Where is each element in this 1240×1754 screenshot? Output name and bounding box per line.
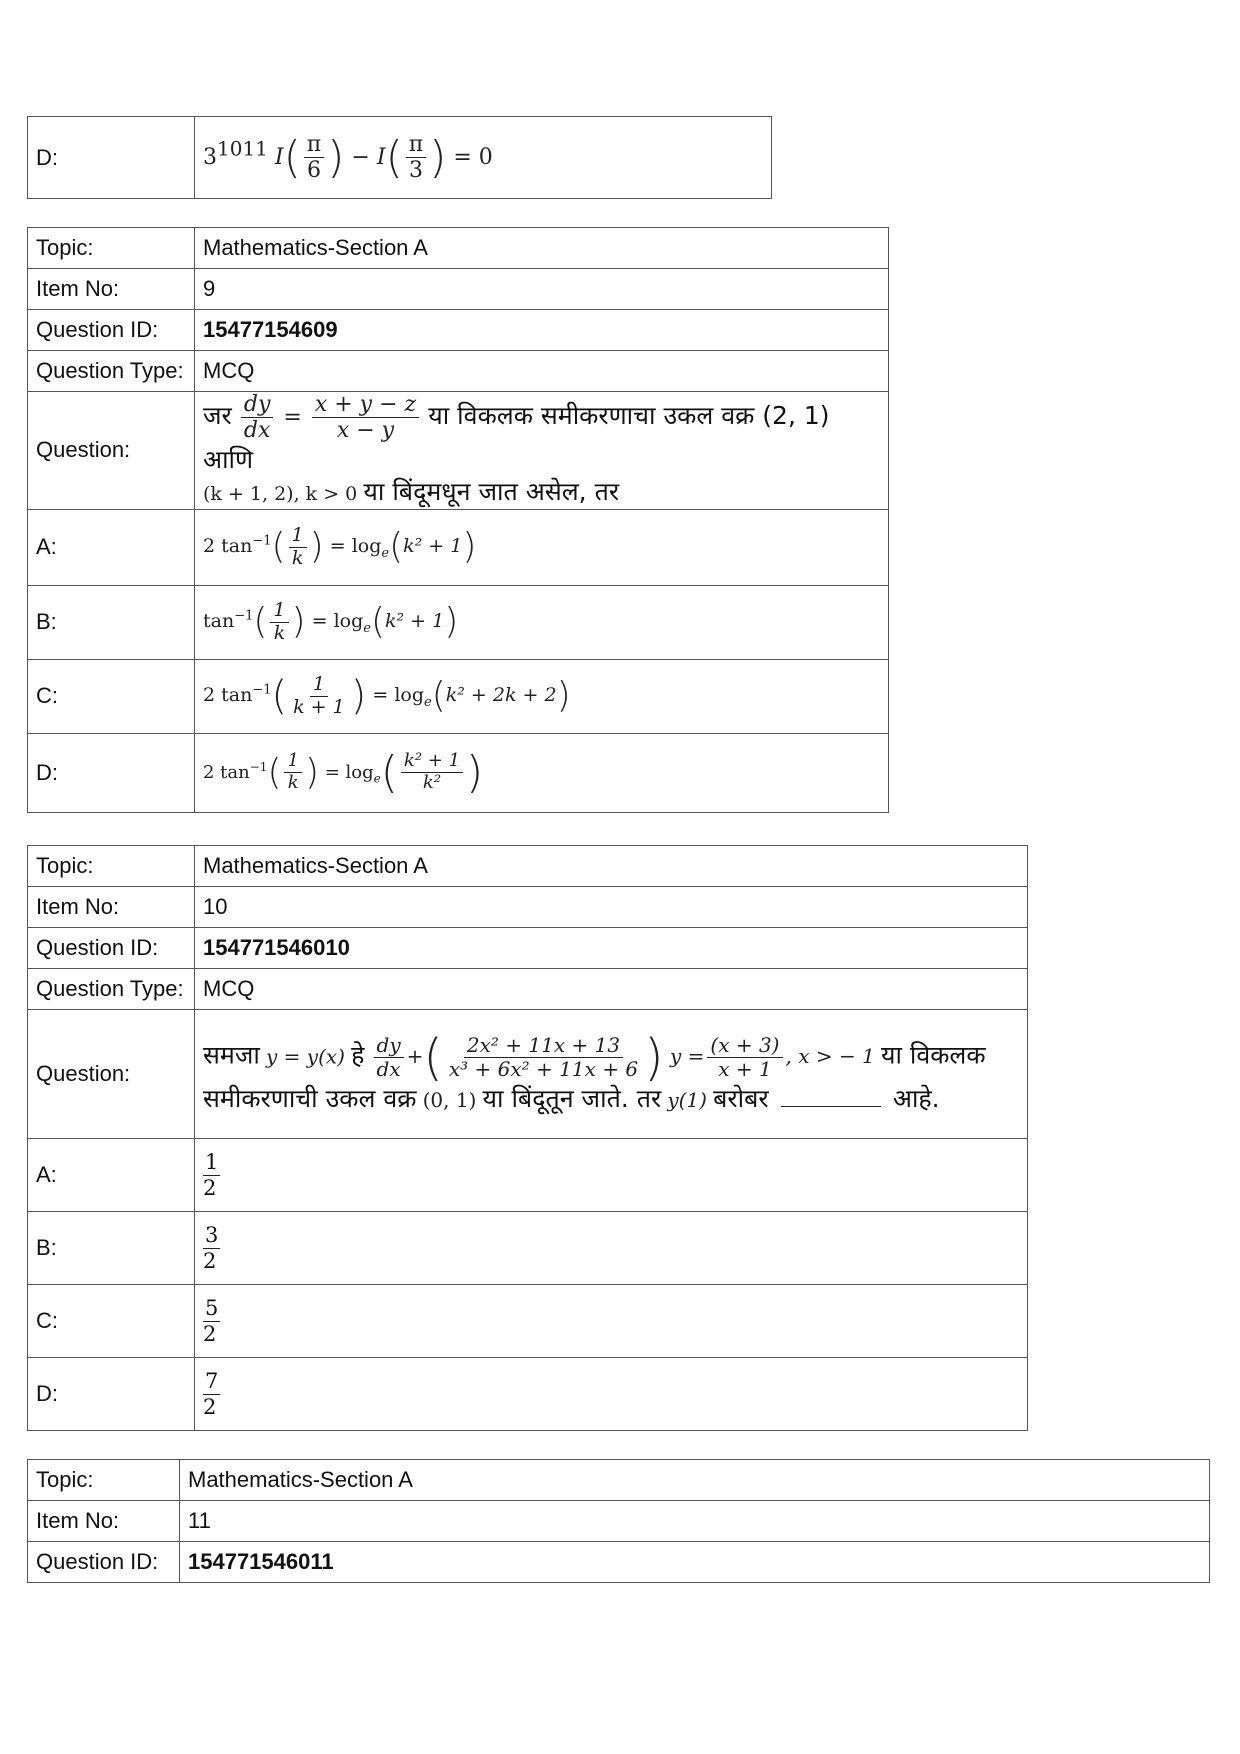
topic-value: Mathematics-Section A xyxy=(195,846,1028,887)
math-text: 2 tan xyxy=(203,684,253,707)
question-table-9 xyxy=(27,227,889,813)
math-sup: −1 xyxy=(252,533,272,549)
math-text: = log xyxy=(324,761,374,783)
question-table-10 xyxy=(27,845,1028,1431)
frac-den: k xyxy=(291,546,304,569)
frac-num: (x + 3) xyxy=(707,1034,782,1058)
math-sub: e xyxy=(381,545,390,561)
option-value: 2 $\tan^{-1}$( $\frac{1}{k + 1}$ ) = $\log_e(k^2 + 2k + 2)$ xyxy=(195,659,889,733)
option-row-a xyxy=(28,1139,1028,1212)
question-id-value: 154771546011 xyxy=(180,1542,1210,1583)
topic-row xyxy=(28,228,889,269)
math-fraction xyxy=(290,674,348,719)
frac-num: k² + 1 xyxy=(401,751,463,773)
question-id-label: Question ID: xyxy=(28,1542,180,1583)
option-value: $3^{1011}$ I( $\frac{\pi}{6}$ ) − I( $\frac{\pi}{3}$ ) = 0 xyxy=(195,117,772,199)
question-id-value: 154771546010 xyxy=(195,928,1028,969)
math-text: = log xyxy=(329,535,382,558)
option-value xyxy=(195,1358,1028,1431)
item-no-label: Item No: xyxy=(28,887,195,928)
option-value: 2 $\tan^{-1}$( $\frac{1}{k}$ ) = $\log_e(k^2 + 1)$ xyxy=(195,509,889,585)
math-fraction xyxy=(241,392,274,444)
question-type-row xyxy=(28,969,1028,1010)
q-point: (k + 1, 2), k > 0 xyxy=(203,483,358,506)
math-sup: −1 xyxy=(252,682,272,698)
question-text: समजा y = y(x) हे $\frac{dy}{dx}$ +( $\frac{\text{2x² + 11x + 13}}{\text{x³ + 6x² + 11x + 6}}$ ) y = $\frac{(x + 3)}{x + 1}$ , x > − 1 या विकलक समीकरणाची उकल वक्र (0, 1) या बिंदूतून जाते. तर y(1) बरोबर आहे. xyxy=(195,1010,1028,1139)
math-arg: k² + 1 xyxy=(385,610,445,633)
item-no-value: 11 xyxy=(180,1501,1210,1542)
math-expr: y = y(x) xyxy=(266,1044,345,1069)
frac-num: π xyxy=(304,132,324,158)
math-sup: −1 xyxy=(249,759,268,774)
math-op: − xyxy=(351,144,370,170)
frac-den: k² xyxy=(422,772,442,794)
option-value xyxy=(195,1212,1028,1285)
math-fraction xyxy=(203,1150,220,1201)
frac-num: dy xyxy=(374,1034,404,1058)
prev-question-table xyxy=(27,116,772,199)
question-label: Question: xyxy=(28,1010,195,1139)
math-exponent: 1011 xyxy=(217,136,268,161)
topic-value: Mathematics-Section A xyxy=(180,1460,1210,1501)
frac-den: x³ + 6x² + 11x + 6 xyxy=(448,1057,639,1082)
option-row-d xyxy=(28,733,889,812)
option-value xyxy=(195,1285,1028,1358)
math-fraction xyxy=(304,132,324,184)
frac-num: 7 xyxy=(203,1369,220,1395)
frac-num: x + y − z xyxy=(312,392,419,418)
frac-den: x + 1 xyxy=(718,1057,772,1082)
frac-den: 2 xyxy=(203,1249,217,1273)
math-fraction xyxy=(406,132,426,184)
q-text: समजा xyxy=(203,1040,260,1070)
option-row-d xyxy=(28,117,772,199)
question-type-value: MCQ xyxy=(195,351,889,392)
math-rhs: = 0 xyxy=(453,144,493,170)
question-text xyxy=(195,392,889,510)
frac-den: 2 xyxy=(203,1322,217,1346)
item-no-row xyxy=(28,887,1028,928)
topic-label: Topic: xyxy=(28,1460,180,1501)
math-fraction xyxy=(203,1223,220,1274)
question-type-value: MCQ xyxy=(195,969,1028,1010)
frac-num: 1 xyxy=(310,674,328,697)
math-fraction xyxy=(312,392,419,444)
math-fraction xyxy=(284,751,301,793)
math-fraction xyxy=(203,1369,220,1420)
question-table-11 xyxy=(27,1459,1210,1583)
math-func: I xyxy=(274,144,284,170)
math-arg: k² + 1 xyxy=(403,535,463,558)
math-expr: y(1) xyxy=(667,1087,707,1112)
frac-num: π xyxy=(406,132,426,158)
topic-label: Topic: xyxy=(28,228,195,269)
option-value xyxy=(195,1139,1028,1212)
question-row xyxy=(28,1010,1028,1139)
question-id-row xyxy=(28,1542,1210,1583)
math-sub: e xyxy=(363,620,371,636)
option-label: A: xyxy=(28,509,195,585)
topic-row xyxy=(28,846,1028,887)
question-id-row xyxy=(28,928,1028,969)
q-point: (0, 1) xyxy=(422,1087,477,1112)
option-row-d xyxy=(28,1358,1028,1431)
topic-row xyxy=(28,1460,1210,1501)
math-fraction xyxy=(374,1034,404,1081)
question-id-value: 15477154609 xyxy=(195,310,889,351)
frac-num: 1 xyxy=(289,525,307,548)
frac-den: dx xyxy=(243,418,271,444)
answer-blank xyxy=(781,1106,881,1107)
math-sub: e xyxy=(373,771,381,786)
option-label: D: xyxy=(28,1358,195,1431)
math-op: + xyxy=(406,1044,424,1069)
item-no-row xyxy=(28,269,889,310)
math-fraction xyxy=(203,1296,220,1347)
math-func: I xyxy=(376,144,386,170)
math-text: tan xyxy=(203,610,235,633)
option-label: D: xyxy=(28,117,195,199)
question-id-label: Question ID: xyxy=(28,310,195,351)
topic-value: Mathematics-Section A xyxy=(195,228,889,269)
q-text: समीकरणाची उकल वक्र xyxy=(203,1083,417,1113)
frac-den: 2 xyxy=(203,1395,217,1419)
math-fraction xyxy=(446,1034,641,1081)
option-row-c xyxy=(28,1285,1028,1358)
math-fraction xyxy=(401,751,463,793)
frac-den: 3 xyxy=(408,158,423,183)
question-label: Question: xyxy=(28,392,195,510)
math-text: = log xyxy=(311,610,364,633)
q-text: या बिंदूतून जाते. तर xyxy=(482,1083,662,1113)
option-label: D: xyxy=(28,733,195,812)
frac-den: 6 xyxy=(307,158,322,183)
math-text: 2 tan xyxy=(203,761,250,783)
option-row-b xyxy=(28,585,889,659)
q-text: जर xyxy=(203,400,232,430)
frac-den: x − y xyxy=(336,418,395,444)
math-text: = log xyxy=(372,684,425,707)
option-row-c xyxy=(28,659,889,733)
q-text: या बिंदूमधून जात असेल, तर xyxy=(363,477,620,507)
math-fraction xyxy=(707,1034,782,1081)
math-op: = xyxy=(283,404,302,430)
math-arg: k² + 2k + 2 xyxy=(445,684,557,707)
question-type-label: Question Type: xyxy=(28,351,195,392)
item-no-row xyxy=(28,1501,1210,1542)
option-label: B: xyxy=(28,1212,195,1285)
topic-label: Topic: xyxy=(28,846,195,887)
option-label: C: xyxy=(28,659,195,733)
question-id-label: Question ID: xyxy=(28,928,195,969)
frac-num: 1 xyxy=(284,751,301,773)
frac-den: k xyxy=(273,621,286,644)
q-text: या विकलक समीकरणाचा उकल वक्र (2, 1) आणि xyxy=(203,400,830,474)
math-fraction xyxy=(289,525,307,570)
math-cond: , x > − 1 xyxy=(785,1044,875,1069)
q-text: हे xyxy=(351,1040,365,1070)
math-base: 3 xyxy=(203,144,217,170)
math-text: 2 tan xyxy=(203,535,253,558)
frac-den: 2 xyxy=(203,1176,217,1200)
question-type-row xyxy=(28,351,889,392)
frac-den: k xyxy=(287,772,299,794)
item-no-label: Item No: xyxy=(28,269,195,310)
frac-num: 3 xyxy=(203,1223,220,1249)
item-no-value: 9 xyxy=(195,269,889,310)
q-text: आहे. xyxy=(892,1083,940,1113)
frac-num: 1 xyxy=(203,1150,220,1176)
frac-num: 2x² + 11x + 13 xyxy=(464,1034,623,1058)
option-label: B: xyxy=(28,585,195,659)
question-row xyxy=(28,392,889,510)
option-label: A: xyxy=(28,1139,195,1212)
frac-den: dx xyxy=(376,1057,401,1082)
item-no-label: Item No: xyxy=(28,1501,180,1542)
option-row-a xyxy=(28,509,889,585)
question-type-label: Question Type: xyxy=(28,969,195,1010)
q-text: या विकलक xyxy=(880,1040,986,1070)
option-row-b xyxy=(28,1212,1028,1285)
frac-den: k + 1 xyxy=(293,695,345,718)
option-value: 2 $\tan^{-1}$( $\frac{1}{k}$ ) = $\log_e$( $\frac{\text{k² + 1}}{\text{k²}}$ ) xyxy=(195,733,889,812)
question-id-row xyxy=(28,310,889,351)
math-sub: e xyxy=(424,694,432,710)
frac-num: 1 xyxy=(270,600,288,623)
q-text: बरोबर xyxy=(713,1083,769,1113)
option-label: C: xyxy=(28,1285,195,1358)
option-value: $\tan^{-1}$( $\frac{1}{k}$ ) = $\log_e(k^2 + 1)$ xyxy=(195,585,889,659)
math-expr: y = xyxy=(669,1044,705,1069)
frac-num: dy xyxy=(241,392,274,418)
math-fraction xyxy=(270,600,288,645)
math-sup: −1 xyxy=(234,608,254,624)
frac-num: 5 xyxy=(203,1296,220,1322)
item-no-value: 10 xyxy=(195,887,1028,928)
